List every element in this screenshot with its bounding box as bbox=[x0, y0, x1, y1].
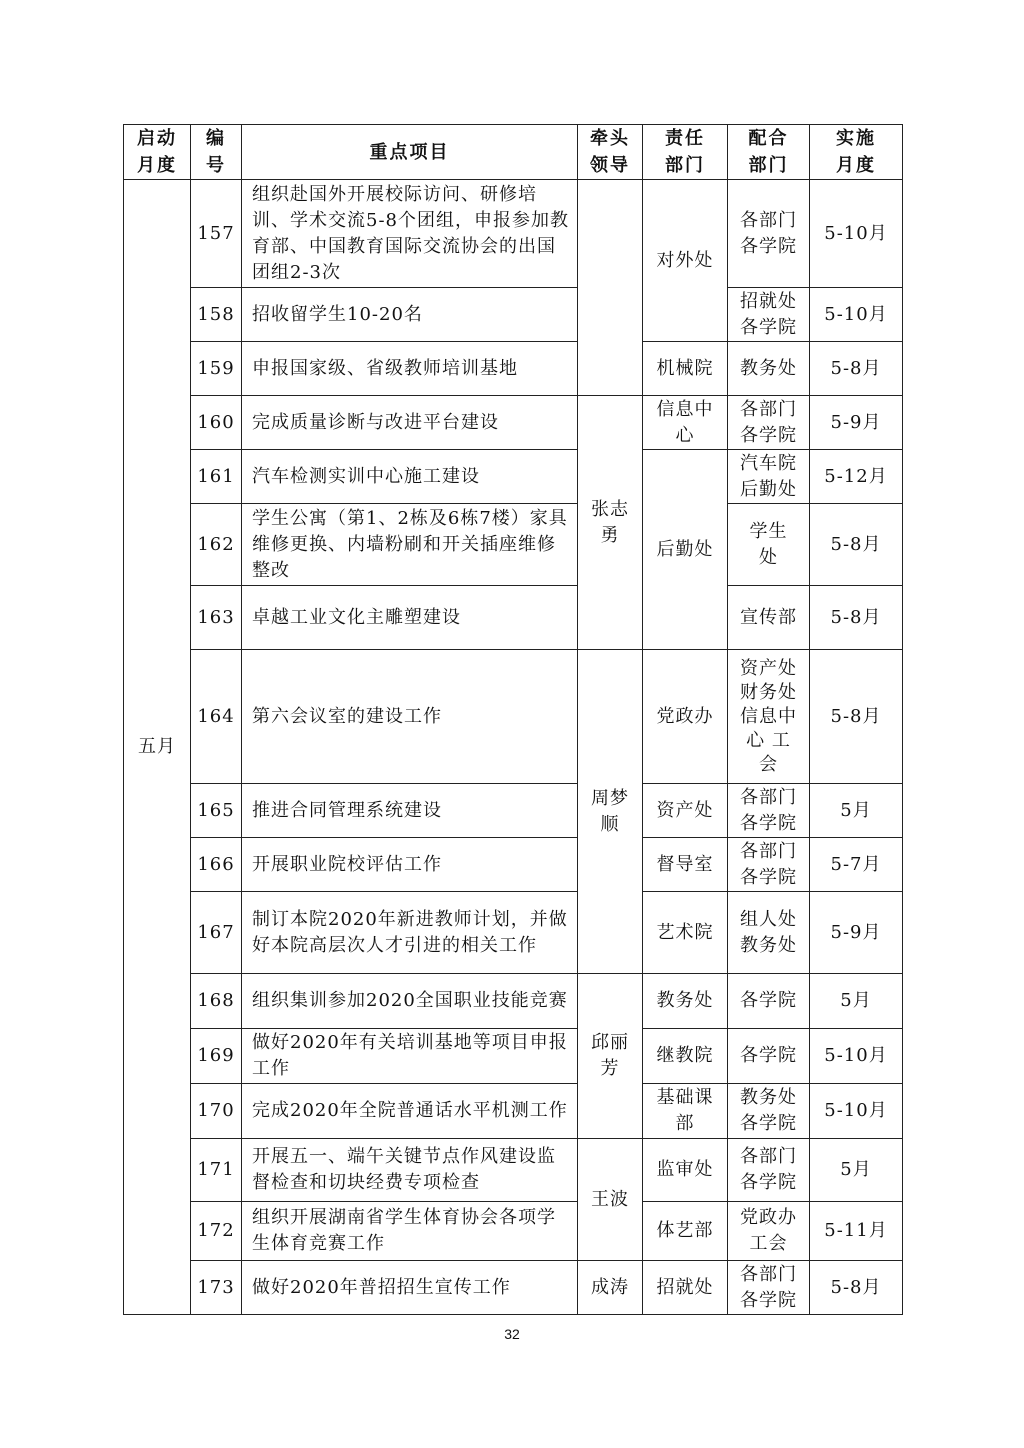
row-dept: 继教院 bbox=[643, 1029, 728, 1084]
row-coop: 招就处 各学院 bbox=[728, 288, 810, 342]
row-impl: 5-8月 bbox=[810, 1261, 903, 1315]
row-no: 166 bbox=[191, 838, 242, 892]
header-no: 编 号 bbox=[191, 125, 242, 180]
row-project: 完成质量诊断与改进平台建设 bbox=[242, 396, 578, 450]
row-impl: 5-8月 bbox=[810, 586, 903, 650]
row-project: 卓越工业文化主雕塑建设 bbox=[242, 586, 578, 650]
row-impl: 5-10月 bbox=[810, 1084, 903, 1139]
row-coop: 各学院 bbox=[728, 1029, 810, 1084]
row-leader: 周梦 顺 bbox=[578, 650, 643, 974]
row-project: 开展五一、端午关键节点作风建设监督检查和切块经费专项检查 bbox=[242, 1139, 578, 1202]
row-leader: 成涛 bbox=[578, 1261, 643, 1315]
row-no: 172 bbox=[191, 1202, 242, 1261]
row-dept: 基础课 部 bbox=[643, 1084, 728, 1139]
row-impl: 5-7月 bbox=[810, 838, 903, 892]
row-dept: 招就处 bbox=[643, 1261, 728, 1315]
row-project: 组织集训参加2020全国职业技能竞赛 bbox=[242, 974, 578, 1029]
row-coop: 组人处 教务处 bbox=[728, 892, 810, 974]
table-row bbox=[124, 650, 903, 784]
row-project: 推进合同管理系统建设 bbox=[242, 784, 578, 838]
row-leader bbox=[578, 180, 643, 396]
row-dept: 党政办 bbox=[643, 650, 728, 784]
row-coop: 各学院 bbox=[728, 974, 810, 1029]
row-no: 162 bbox=[191, 504, 242, 586]
row-project: 做好2020年普招招生宣传工作 bbox=[242, 1261, 578, 1315]
row-impl: 5月 bbox=[810, 1139, 903, 1202]
header-project: 重点项目 bbox=[242, 125, 578, 180]
row-impl: 5-9月 bbox=[810, 892, 903, 974]
row-impl: 5-11月 bbox=[810, 1202, 903, 1261]
table-row bbox=[124, 1084, 903, 1139]
row-dept: 体艺部 bbox=[643, 1202, 728, 1261]
table-row bbox=[124, 1261, 903, 1315]
table-row bbox=[124, 504, 903, 586]
row-coop: 各部门 各学院 bbox=[728, 784, 810, 838]
table-row bbox=[124, 450, 903, 504]
row-no: 159 bbox=[191, 342, 242, 396]
key-projects-table bbox=[123, 124, 903, 1315]
header-leader: 牵头 领导 bbox=[578, 125, 643, 180]
row-project: 第六会议室的建设工作 bbox=[242, 650, 578, 784]
row-no: 164 bbox=[191, 650, 242, 784]
row-leader: 张志 勇 bbox=[578, 396, 643, 650]
row-coop: 各部门 各学院 bbox=[728, 1261, 810, 1315]
row-dept: 督导室 bbox=[643, 838, 728, 892]
row-dept: 监审处 bbox=[643, 1139, 728, 1202]
row-impl: 5月 bbox=[810, 974, 903, 1029]
table-row bbox=[124, 288, 903, 342]
row-no: 169 bbox=[191, 1029, 242, 1084]
row-dept: 信息中 心 bbox=[643, 396, 728, 450]
row-no: 167 bbox=[191, 892, 242, 974]
row-project: 开展职业院校评估工作 bbox=[242, 838, 578, 892]
row-dept: 机械院 bbox=[643, 342, 728, 396]
row-project: 组织开展湖南省学生体育协会各项学生体育竞赛工作 bbox=[242, 1202, 578, 1261]
row-impl: 5-9月 bbox=[810, 396, 903, 450]
row-no: 160 bbox=[191, 396, 242, 450]
row-project: 汽车检测实训中心施工建设 bbox=[242, 450, 578, 504]
header-impl: 实施 月度 bbox=[810, 125, 903, 180]
row-project: 制订本院2020年新进教师计划，并做好本院高层次人才引进的相关工作 bbox=[242, 892, 578, 974]
row-impl: 5月 bbox=[810, 784, 903, 838]
row-coop: 资产处 财务处 信息中 心 工 会 bbox=[728, 650, 810, 784]
row-no: 168 bbox=[191, 974, 242, 1029]
header-dept: 责任 部门 bbox=[643, 125, 728, 180]
row-project: 学生公寓（第1、2栋及6栋7楼）家具维修更换、内墙粉刷和开关插座维修整改 bbox=[242, 504, 578, 586]
row-coop: 各部门 各学院 bbox=[728, 180, 810, 288]
row-no: 163 bbox=[191, 586, 242, 650]
row-no: 165 bbox=[191, 784, 242, 838]
row-leader: 邱丽 芳 bbox=[578, 974, 643, 1139]
table-row bbox=[124, 586, 903, 650]
row-no: 173 bbox=[191, 1261, 242, 1315]
table-row bbox=[124, 974, 903, 1029]
row-no: 170 bbox=[191, 1084, 242, 1139]
row-coop: 各部门 各学院 bbox=[728, 1139, 810, 1202]
table-header-row bbox=[124, 125, 903, 180]
row-impl: 5-10月 bbox=[810, 288, 903, 342]
row-impl: 5-10月 bbox=[810, 1029, 903, 1084]
page-number: 32 bbox=[504, 1326, 520, 1342]
header-month: 启动 月度 bbox=[124, 125, 191, 180]
row-dept: 对外处 bbox=[643, 180, 728, 342]
row-no: 158 bbox=[191, 288, 242, 342]
row-project: 申报国家级、省级教师培训基地 bbox=[242, 342, 578, 396]
row-coop: 宣传部 bbox=[728, 586, 810, 650]
row-dept: 艺术院 bbox=[643, 892, 728, 974]
row-impl: 5-10月 bbox=[810, 180, 903, 288]
row-project: 招收留学生10-20名 bbox=[242, 288, 578, 342]
row-no: 171 bbox=[191, 1139, 242, 1202]
row-impl: 5-8月 bbox=[810, 342, 903, 396]
header-coop: 配合 部门 bbox=[728, 125, 810, 180]
table-row bbox=[124, 180, 903, 288]
row-coop: 各部门 各学院 bbox=[728, 838, 810, 892]
row-no: 161 bbox=[191, 450, 242, 504]
row-no: 157 bbox=[191, 180, 242, 288]
row-impl: 5-12月 bbox=[810, 450, 903, 504]
table-row bbox=[124, 784, 903, 838]
table-row bbox=[124, 892, 903, 974]
row-project: 组织赴国外开展校际访问、研修培训、学术交流5-8个团组，申报参加教育部、中国教育国际交流协会的出国团组2-3次 bbox=[242, 180, 578, 288]
table-row bbox=[124, 838, 903, 892]
row-leader: 王波 bbox=[578, 1139, 643, 1261]
row-impl: 5-8月 bbox=[810, 504, 903, 586]
row-coop: 汽车院 后勤处 bbox=[728, 450, 810, 504]
row-impl: 5-8月 bbox=[810, 650, 903, 784]
row-coop: 党政办 工会 bbox=[728, 1202, 810, 1261]
row-coop: 教务处 bbox=[728, 342, 810, 396]
table-row bbox=[124, 396, 903, 450]
row-project: 完成2020年全院普通话水平机测工作 bbox=[242, 1084, 578, 1139]
row-coop: 各部门 各学院 bbox=[728, 396, 810, 450]
row-dept: 资产处 bbox=[643, 784, 728, 838]
table-row bbox=[124, 342, 903, 396]
row-dept: 教务处 bbox=[643, 974, 728, 1029]
table-row bbox=[124, 1202, 903, 1261]
row-coop: 教务处 各学院 bbox=[728, 1084, 810, 1139]
table-row bbox=[124, 1029, 903, 1084]
row-dept: 后勤处 bbox=[643, 450, 728, 650]
row-coop: 学生 处 bbox=[728, 504, 810, 586]
month-cell: 五月 bbox=[124, 180, 191, 1315]
row-project: 做好2020年有关培训基地等项目申报工作 bbox=[242, 1029, 578, 1084]
table-row bbox=[124, 1139, 903, 1202]
